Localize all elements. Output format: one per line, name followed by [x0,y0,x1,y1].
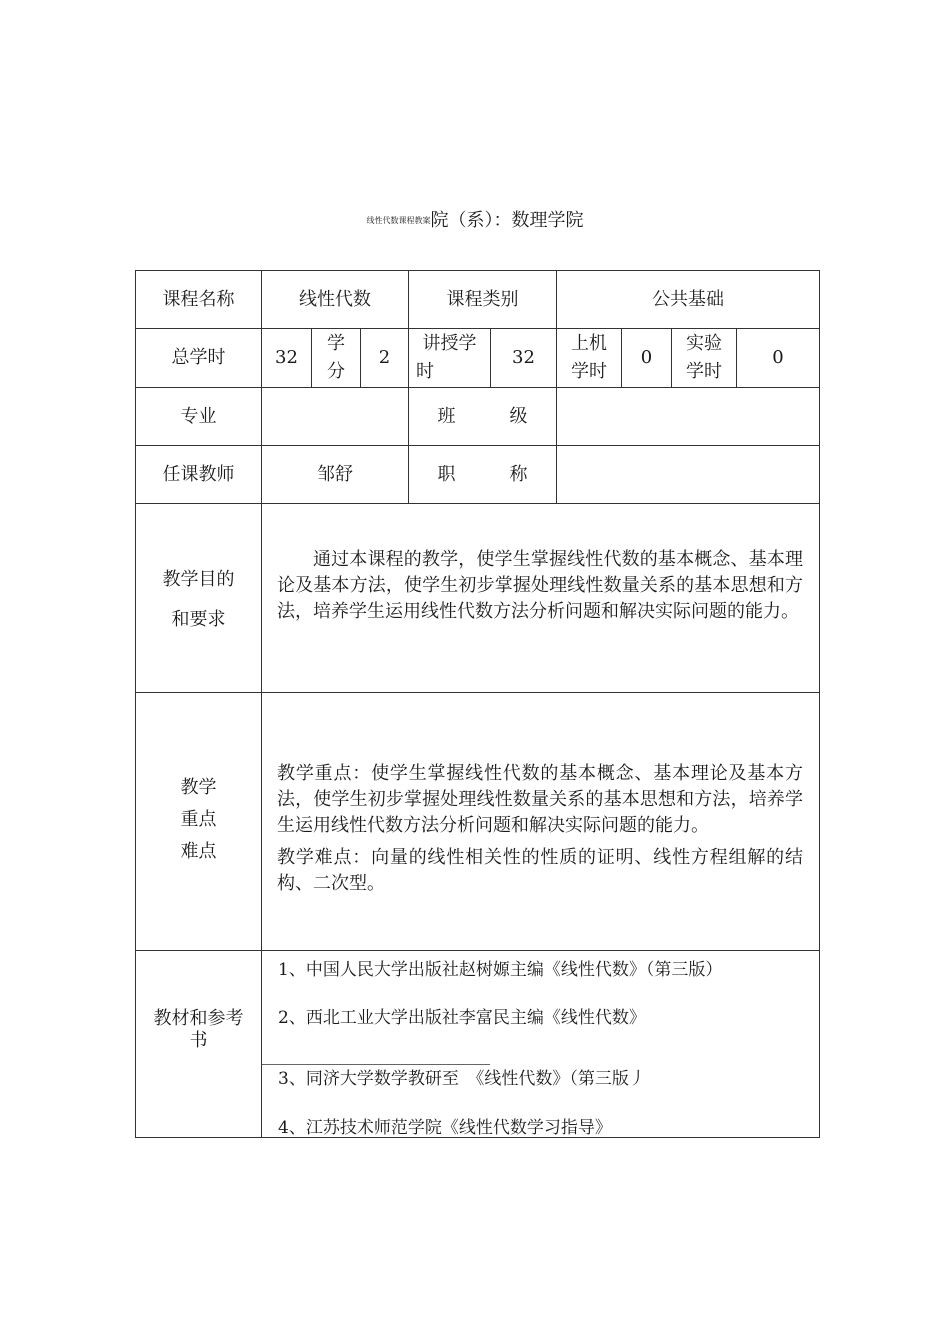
keypoints-label [136,770,261,870]
objectives-label-line-2: 和要求 [171,609,226,630]
difficulty-text: 教学难点：向量的线性相关性的性质的证明、线性方程组解的结构、二次型。 [277,847,803,894]
class-value [557,388,819,445]
lab-label-line-2: 学时 [686,361,722,382]
page-header [0,206,950,232]
focus-text: 教学重点：使学生掌握线性代数的基本概念、基本理论及基本方法，使学生初步掌握处理线性数量关系的基本思想和方法，培养学生运用线性代数方法分析问题和解决实际问题的能力。 [277,763,803,836]
objectives-text: 通过本课程的教学，使学生掌握线性代数的基本概念、基本理论及基本方法，使学生初步掌握处理线性数量关系的基本思想和方法，培养学生运用线性代数方法分析问题和解决实际问题的能力。 [277,549,803,622]
computer-hours-label [557,329,621,387]
references-label [136,1005,261,1055]
credit-label [312,329,360,387]
teacher-value: 邹舒 [317,463,353,485]
keypoints-label-line-2: 重点 [180,809,217,830]
class-label-char-1: 班 [437,405,456,427]
credit-label-line-1: 学 [327,333,345,354]
lecture-hours-label [409,329,490,387]
computer-label-line-2: 学时 [571,361,607,382]
lab-hours-value: 0 [772,347,784,368]
lecture-label-line-2: 时 [416,361,434,382]
major-value [262,388,408,445]
total-hours-value: 32 [275,347,298,368]
credit-value: 2 [378,347,391,368]
credit-label-line-2: 分 [327,361,345,382]
course-type-value: 公共基础 [652,288,724,310]
computer-hours-value: 0 [640,347,653,368]
lab-label-line-1: 实验 [686,333,722,354]
references-label-line-2: 书 [189,1030,208,1051]
class-label-char-2: 级 [509,405,528,427]
title-label-char-1: 职 [437,463,456,485]
reference-item-3: 3、同济大学数学教研至 《线性代数》（第三版丿 [278,1069,646,1089]
objectives-label-line-1: 教学目的 [162,569,235,590]
title-label [409,446,556,503]
course-name-value: 线性代数 [299,288,371,310]
keypoints-label-line-3: 难点 [180,841,217,862]
total-hours-label: 总学时 [171,347,226,368]
objectives-label [136,560,261,640]
header-department: 院（系）：数理学院 [430,210,584,231]
class-label [409,388,556,445]
lecture-hours-value: 32 [512,347,535,368]
course-type-label: 课程类别 [446,288,519,310]
major-label: 专业 [180,405,217,427]
computer-label-line-1: 上机 [571,333,607,354]
reference-item-2: 2、西北工业大学出版社李富民主编《线性代数》 [278,1008,646,1028]
references-label-line-1: 教材和参考 [153,1008,244,1029]
teacher-label: 任课教师 [162,463,235,485]
reference-item-4: 4、江苏技术师范学院《线性代数学习指导》 [278,1118,612,1138]
title-value [557,446,819,503]
reference-item-1: 1、中国人民大学出版社赵树嫄主编《线性代数》（第三版） [278,960,723,980]
header-small-text: 线性代数课程教案 [366,216,431,225]
keypoints-label-line-1: 教学 [180,777,217,798]
lecture-label-line-1: 讲授学 [422,333,477,354]
lab-hours-label [672,329,736,387]
title-label-char-2: 称 [509,463,528,485]
course-name-label: 课程名称 [162,288,235,310]
